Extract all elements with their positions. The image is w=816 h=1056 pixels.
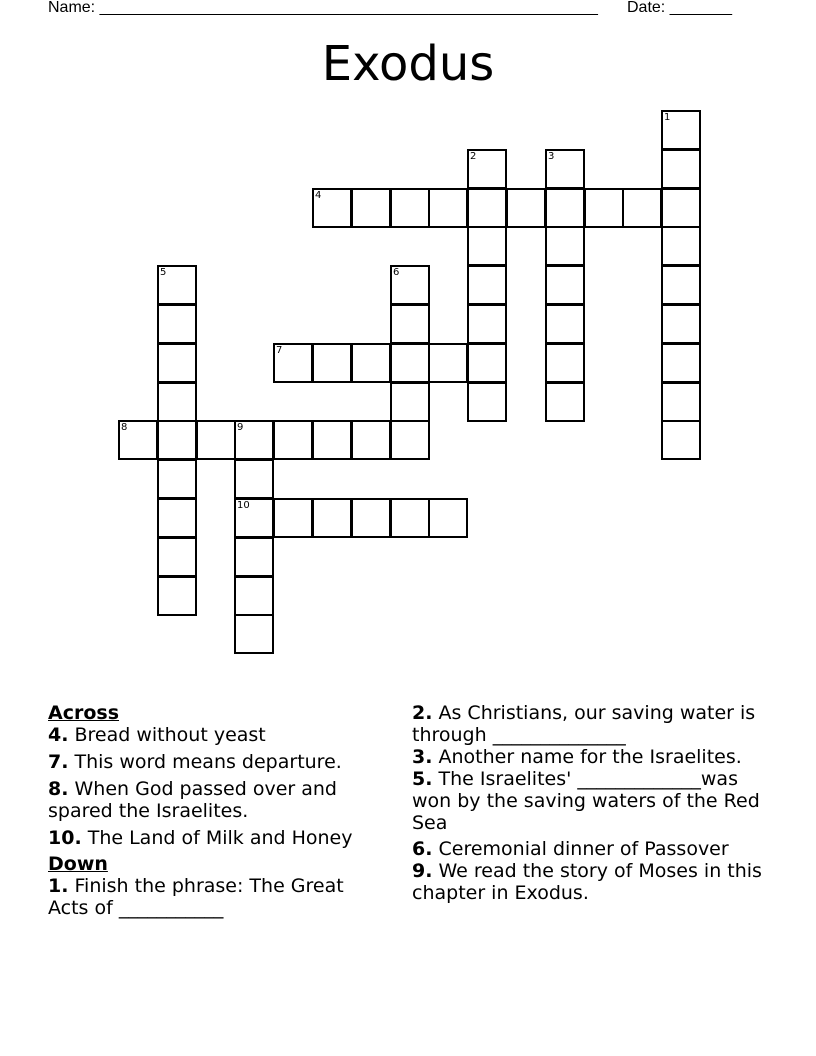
clue-text: The Israelites' _____________was won by the saving waters of the Red Sea bbox=[412, 768, 760, 834]
across-clue-10 bbox=[48, 827, 388, 849]
clue-number: 3. bbox=[412, 746, 433, 768]
crossword-cell[interactable] bbox=[390, 498, 430, 538]
clue-number-label: 2 bbox=[470, 151, 477, 162]
crossword-cell[interactable] bbox=[157, 420, 197, 460]
clue-text: Ceremonial dinner of Passover bbox=[438, 838, 729, 860]
crossword-cell[interactable] bbox=[157, 459, 197, 499]
crossword-cell[interactable] bbox=[196, 420, 236, 460]
crossword-cell[interactable] bbox=[545, 188, 585, 228]
crossword-cell[interactable] bbox=[622, 188, 662, 228]
down-clue-9 bbox=[412, 860, 762, 904]
crossword-cell[interactable] bbox=[390, 343, 430, 383]
crossword-cell[interactable] bbox=[661, 304, 701, 344]
crossword-cell[interactable] bbox=[390, 304, 430, 344]
crossword-cell[interactable] bbox=[661, 343, 701, 383]
clue-number: 9. bbox=[412, 860, 433, 882]
clue-number: 10. bbox=[48, 827, 82, 849]
crossword-cell[interactable] bbox=[467, 382, 507, 422]
clue-number: 6. bbox=[412, 838, 433, 860]
crossword-cell[interactable] bbox=[467, 304, 507, 344]
across-clue-8 bbox=[48, 778, 388, 822]
clue-text: When God passed over and spared the Israelites. bbox=[48, 778, 337, 822]
clues-left-column bbox=[48, 702, 388, 924]
date-field-line: Date: _______ bbox=[627, 0, 732, 16]
crossword-cell[interactable] bbox=[273, 498, 313, 538]
crossword-cell[interactable] bbox=[312, 420, 352, 460]
clue-text: We read the story of Moses in this chapter in Exodus. bbox=[412, 860, 762, 904]
crossword-cell[interactable] bbox=[661, 420, 701, 460]
clue-number-label: 10 bbox=[237, 500, 250, 511]
across-clue-4 bbox=[48, 724, 388, 746]
clue-number: 7. bbox=[48, 751, 69, 773]
crossword-cell[interactable] bbox=[545, 382, 585, 422]
down-clue-1 bbox=[48, 875, 388, 919]
clue-text: As Christians, our saving water is through ______________ bbox=[412, 702, 756, 746]
down-clue-3 bbox=[412, 746, 762, 768]
crossword-cell[interactable] bbox=[351, 188, 391, 228]
name-field-line: Name: ________________________________________________________ bbox=[48, 0, 598, 16]
crossword-cell[interactable] bbox=[273, 420, 313, 460]
crossword-cell[interactable] bbox=[661, 382, 701, 422]
clue-number-label: 5 bbox=[160, 267, 167, 278]
clue-number: 5. bbox=[412, 768, 433, 790]
clue-text: This word means departure. bbox=[74, 751, 342, 773]
clue-number: 4. bbox=[48, 724, 69, 746]
crossword-cell[interactable] bbox=[661, 265, 701, 305]
crossword-cell[interactable] bbox=[157, 343, 197, 383]
clue-number-label: 3 bbox=[548, 151, 555, 162]
clue-number-label: 6 bbox=[393, 267, 400, 278]
crossword-cell[interactable] bbox=[467, 188, 507, 228]
clue-text: Finish the phrase: The Great Acts of ___________ bbox=[48, 875, 344, 919]
down-clue-6 bbox=[412, 838, 762, 860]
crossword-cell[interactable] bbox=[545, 265, 585, 305]
crossword-cell[interactable] bbox=[661, 226, 701, 266]
crossword-cell[interactable] bbox=[312, 343, 352, 383]
crossword-cell[interactable] bbox=[351, 498, 391, 538]
crossword-cell[interactable] bbox=[312, 498, 352, 538]
clue-text: The Land of Milk and Honey bbox=[87, 827, 353, 849]
clue-number-label: 7 bbox=[276, 345, 283, 356]
clue-number-label: 9 bbox=[237, 422, 244, 433]
clue-number: 1. bbox=[48, 875, 69, 897]
down-clue-5 bbox=[412, 768, 762, 834]
crossword-cell[interactable] bbox=[506, 188, 546, 228]
clue-text: Bread without yeast bbox=[74, 724, 266, 746]
crossword-cell[interactable] bbox=[428, 188, 468, 228]
crossword-cell[interactable] bbox=[545, 304, 585, 344]
crossword-cell[interactable] bbox=[661, 188, 701, 228]
clue-number-label: 4 bbox=[315, 190, 322, 201]
down-clue-2 bbox=[412, 702, 762, 746]
clue-number-label: 8 bbox=[121, 422, 128, 433]
down-heading: Down bbox=[48, 853, 108, 875]
crossword-cell[interactable] bbox=[157, 537, 197, 577]
clues-right-column bbox=[412, 702, 762, 904]
crossword-cell[interactable] bbox=[390, 382, 430, 422]
clue-number: 2. bbox=[412, 702, 433, 724]
crossword-cell[interactable] bbox=[584, 188, 624, 228]
clue-number: 8. bbox=[48, 778, 69, 800]
crossword-cell[interactable] bbox=[157, 382, 197, 422]
crossword-cell[interactable] bbox=[351, 343, 391, 383]
crossword-cell[interactable] bbox=[467, 265, 507, 305]
crossword-cell[interactable] bbox=[661, 149, 701, 189]
clue-number-label: 1 bbox=[664, 112, 671, 123]
page-title: Exodus bbox=[321, 36, 495, 92]
crossword-cell[interactable] bbox=[157, 576, 197, 616]
crossword-cell[interactable] bbox=[234, 576, 274, 616]
crossword-cell[interactable] bbox=[390, 420, 430, 460]
crossword-cell[interactable] bbox=[390, 188, 430, 228]
clue-text: Another name for the Israelites. bbox=[438, 746, 742, 768]
crossword-cell[interactable] bbox=[467, 226, 507, 266]
across-clue-7 bbox=[48, 751, 388, 773]
crossword-cell[interactable] bbox=[157, 304, 197, 344]
crossword-cell[interactable] bbox=[545, 226, 585, 266]
crossword-cell[interactable] bbox=[234, 459, 274, 499]
crossword-cell[interactable] bbox=[234, 614, 274, 654]
across-heading: Across bbox=[48, 702, 120, 724]
crossword-cell[interactable] bbox=[428, 343, 468, 383]
crossword-cell[interactable] bbox=[157, 498, 197, 538]
crossword-cell[interactable] bbox=[351, 420, 391, 460]
crossword-cell[interactable] bbox=[234, 537, 274, 577]
crossword-cell[interactable] bbox=[545, 343, 585, 383]
crossword-cell[interactable] bbox=[467, 343, 507, 383]
crossword-cell[interactable] bbox=[428, 498, 468, 538]
